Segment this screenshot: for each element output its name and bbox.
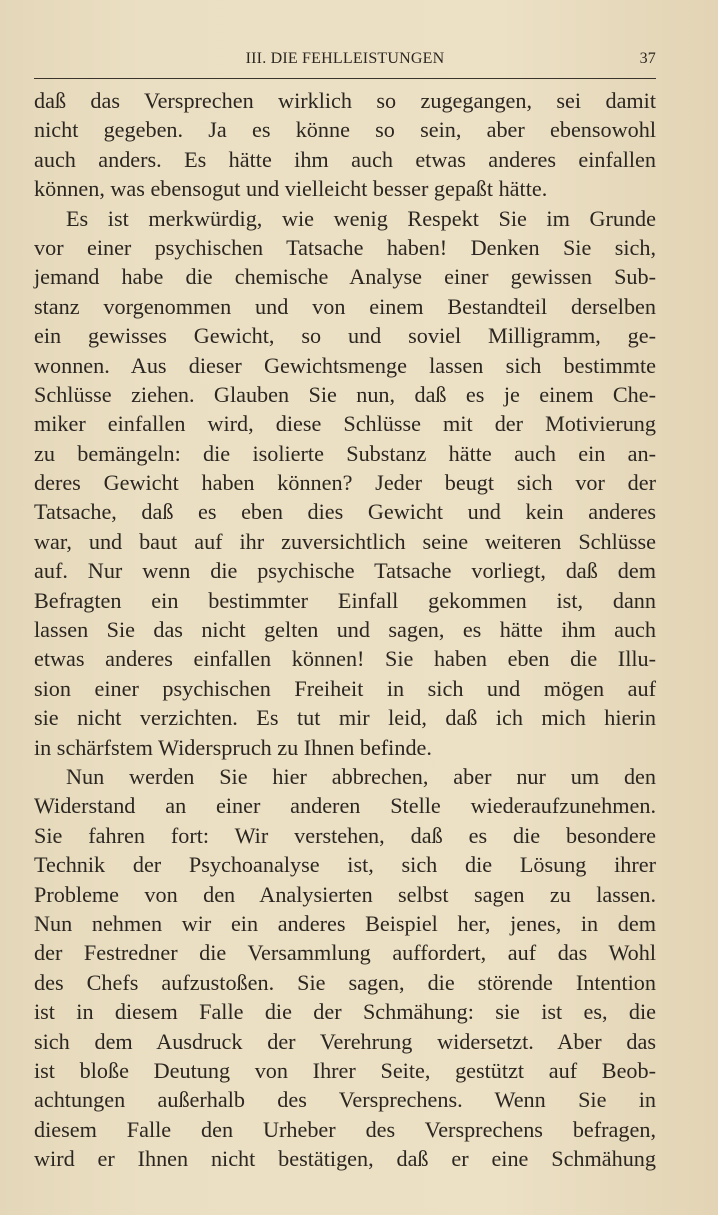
text-line: ein gewisses Gewicht, so und soviel Milligramm, ge- bbox=[34, 323, 656, 349]
text-line: Schlüsse ziehen. Glauben Sie nun, daß es je einem Che- bbox=[34, 381, 656, 407]
text-line: jemand habe die chemische Analyse einer gewissen Sub- bbox=[34, 264, 656, 290]
text-line: etwas anderes einfallen können! Sie haben eben die Illu- bbox=[34, 646, 656, 672]
text-line: sion einer psychischen Freiheit in sich und mögen auf bbox=[34, 675, 656, 701]
text-line: lassen Sie das nicht gelten und sagen, es hätte ihm auch bbox=[34, 617, 656, 643]
text-line: deres Gewicht haben können? Jeder beugt sich vor der bbox=[34, 470, 656, 496]
text-line: in schärfstem Widerspruch zu Ihnen befinde. bbox=[34, 734, 432, 760]
text-line: auf. Nur wenn die psychische Tatsache vorliegt, daß dem bbox=[34, 558, 656, 584]
text-line: Widerstand an einer anderen Stelle wiederaufzunehmen. bbox=[34, 793, 656, 819]
text-line: miker einfallen wird, diese Schlüsse mit der Motivierung bbox=[34, 411, 656, 437]
text-line: vor einer psychischen Tatsache haben! Denken Sie sich, bbox=[34, 234, 656, 260]
text-line: des Chefs aufzustoßen. Sie sagen, die störende Intention bbox=[34, 969, 656, 995]
text-line: daß das Versprechen wirklich so zugegangen, sei damit bbox=[34, 88, 656, 113]
text-line: zu bemängeln: die isolierte Substanz hätte auch ein an- bbox=[34, 440, 656, 466]
text-line: Probleme von den Analysierten selbst sagen zu lassen. bbox=[34, 881, 656, 907]
body-text bbox=[34, 86, 656, 1173]
text-line: Nun werden Sie hier abbrechen, aber nur um den bbox=[66, 763, 656, 789]
text-line: Befragten ein bestimmter Einfall gekommen ist, dann bbox=[34, 587, 656, 613]
text-line: können, was ebensogut und vielleicht besser gepaßt hätte. bbox=[34, 176, 548, 202]
running-title: III. DIE FEHLLEISTUNGEN bbox=[245, 50, 445, 67]
text-line: diesem Falle den Urheber des Versprechens befragen, bbox=[34, 1116, 656, 1142]
text-line: Nun nehmen wir ein anderes Beispiel her, jenes, in dem bbox=[34, 910, 656, 936]
running-header bbox=[34, 50, 656, 74]
text-line: Tatsache, daß es eben dies Gewicht und kein anderes bbox=[34, 499, 656, 525]
text-line: Sie fahren fort: Wir verstehen, daß es die besondere bbox=[34, 822, 656, 848]
text-line: ist bloße Deutung von Ihrer Seite, gestützt auf Beob- bbox=[34, 1057, 656, 1083]
text-line: stanz vorgenommen und von einem Bestandteil derselben bbox=[34, 293, 656, 319]
text-line: nicht gegeben. Ja es könne so sein, aber ebensowohl bbox=[34, 117, 656, 143]
text-line: wonnen. Aus dieser Gewichtsmenge lassen sich bestimmte bbox=[34, 352, 656, 378]
text-line: ist in diesem Falle die der Schmähung: sie ist es, die bbox=[34, 999, 656, 1025]
text-line: wird er Ihnen nicht bestätigen, daß er eine Schmähung bbox=[34, 1146, 656, 1172]
text-line: sie nicht verzichten. Es tut mir leid, daß ich mich hierin bbox=[34, 705, 656, 731]
text-line: Es ist merkwürdig, wie wenig Respekt Sie im Grunde bbox=[66, 205, 656, 231]
text-line: war, und baut auf ihr zuversichtlich seine weiteren Schlüsse bbox=[34, 528, 656, 554]
text-line: Technik der Psychoanalyse ist, sich die Lösung ihrer bbox=[34, 852, 656, 878]
header-rule bbox=[34, 78, 656, 79]
text-line: der Festredner die Versammlung auffordert, auf das Wohl bbox=[34, 940, 656, 966]
page-number: 37 bbox=[639, 50, 656, 67]
text-line: auch anders. Es hätte ihm auch etwas anderes einfallen bbox=[34, 146, 656, 172]
text-line: sich dem Ausdruck der Verehrung widersetzt. Aber das bbox=[34, 1028, 656, 1054]
text-line: achtungen außerhalb des Versprechens. Wenn Sie in bbox=[34, 1087, 656, 1113]
